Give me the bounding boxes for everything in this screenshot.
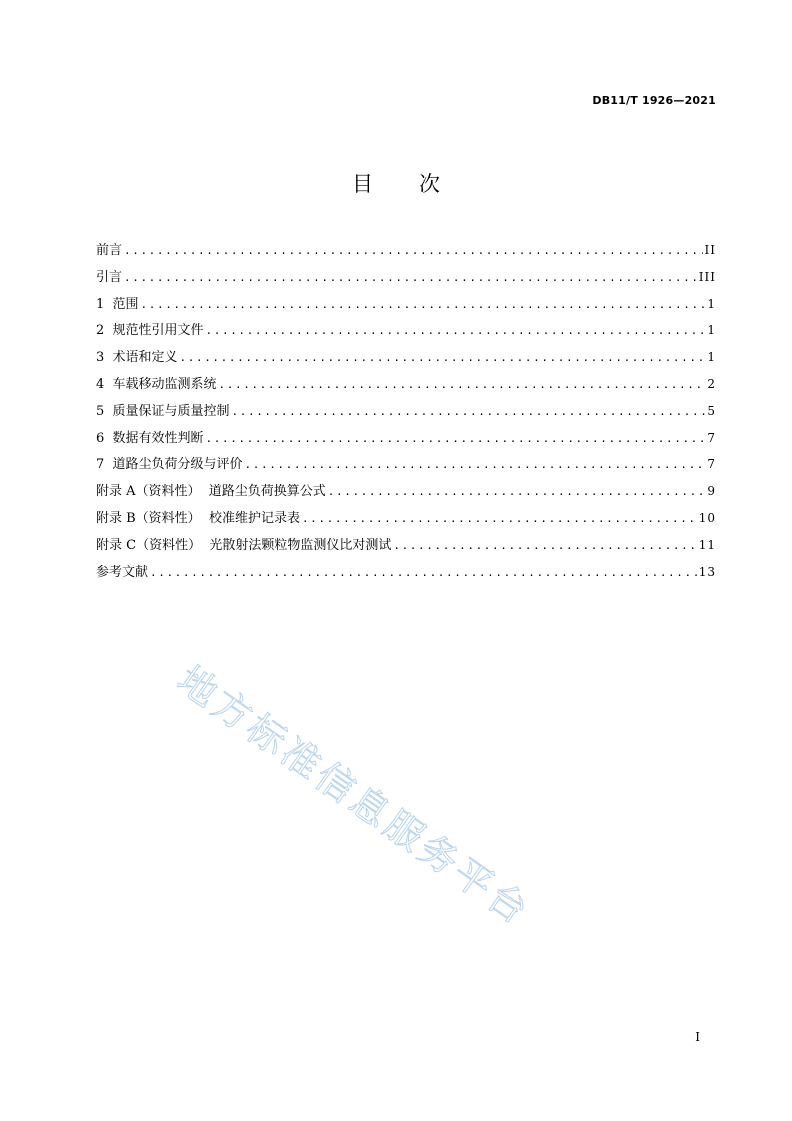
toc-entry-label: 前言 [96,243,123,258]
toc-entry-label: 附录 B（资料性） 校准维护记录表 [96,510,300,526]
toc-leader-dots [232,402,706,422]
toc-leader-dots [150,563,697,583]
title-char-2: 次 [419,172,440,196]
toc-entry-vehicle-monitoring-system[interactable] [96,374,716,401]
toc-leader-dots [302,509,697,529]
toc-entry-label: 3 术语和定义 [96,350,178,366]
toc-entry-label: 7 道路尘负荷分级与评价 [96,457,243,473]
toc-entry-label: 6 数据有效性判断 [96,430,204,446]
toc-leader-dots [219,375,706,395]
table-of-contents [96,240,716,588]
toc-leader-dots [393,536,696,556]
toc-leader-dots [206,321,706,341]
toc-entry-label: 引言 [96,269,123,285]
toc-entry-label: 1 范围 [96,296,139,312]
toc-entry-page: 1 [707,350,716,365]
toc-entry-terms-definitions[interactable] [96,347,716,374]
toc-leader-dots [328,482,706,502]
toc-entry-page: 1 [707,296,716,311]
toc-entry-quality-assurance[interactable] [96,401,716,428]
toc-entry-appendix-c[interactable] [96,535,716,562]
toc-entry-page: 7 [707,430,716,445]
page-title [0,168,792,198]
toc-entry-page: 11 [698,537,716,552]
toc-leader-dots [180,348,706,368]
toc-entry-appendix-b[interactable] [96,508,716,535]
toc-entry-page: 13 [698,564,716,579]
toc-entry-data-validity[interactable] [96,428,716,455]
toc-entry-page: III [698,269,716,284]
toc-entry-page: 2 [707,376,716,391]
toc-entry-page: 5 [707,403,716,418]
page-number: I [695,1030,700,1044]
toc-leader-dots [245,455,706,475]
toc-entry-label: 附录 A（资料性） 道路尘负荷换算公式 [96,484,326,500]
toc-entry-page: 1 [707,323,716,338]
toc-entry-page: 9 [707,484,716,499]
toc-leader-dots [124,268,697,288]
toc-entry-page: 7 [707,457,716,472]
toc-entry-label: 2 规范性引用文件 [96,323,204,339]
toc-leader-dots [206,429,706,449]
toc-entry-scope[interactable] [96,294,716,321]
document-code: DB11/T 1926—2021 [592,94,716,107]
toc-entry-page: 10 [698,510,716,525]
toc-entry-label: 4 车载移动监测系统 [96,376,217,392]
toc-entry-appendix-a[interactable] [96,481,716,508]
toc-entry-normative-references[interactable] [96,320,716,347]
toc-entry-label: 参考文献 [96,564,149,580]
toc-entry-page: II [704,243,716,257]
toc-entry-introduction[interactable] [96,267,716,294]
toc-entry-foreword[interactable] [96,240,716,267]
toc-entry-dust-grading[interactable] [96,454,716,481]
watermark: 地方标准信息服务平台 [169,657,539,935]
toc-leader-dots [141,295,706,315]
toc-entry-label: 附录 C（资料性） 光散射法颗粒物监测仪比对测试 [96,537,392,553]
toc-entry-bibliography[interactable] [96,562,716,589]
toc-leader-dots [124,241,703,261]
title-char-1: 目 [352,172,373,196]
toc-entry-label: 5 质量保证与质量控制 [96,403,230,419]
